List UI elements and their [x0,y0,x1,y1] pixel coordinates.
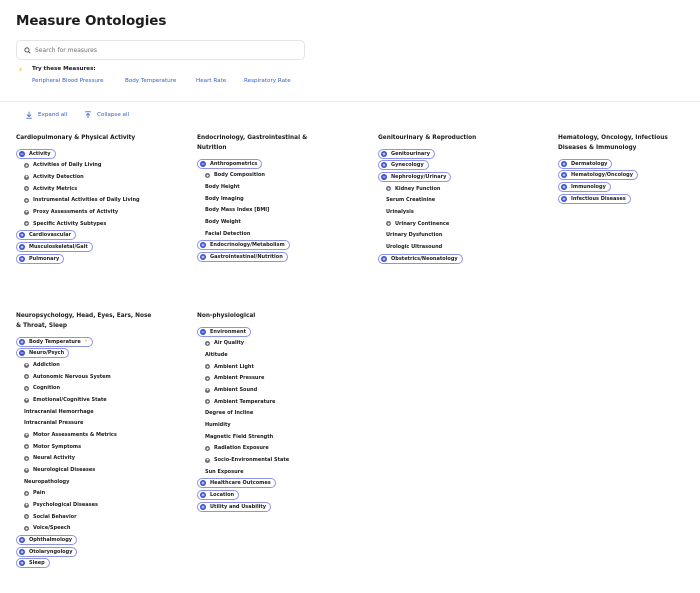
item-label: Ambient Pressure [214,375,265,382]
item-label: Instrumental Activities of Daily Living [33,197,140,204]
collapse-icon [200,329,206,335]
ontology-leaf-humidity[interactable] [197,419,337,431]
ontology-leaf-body-mass-index-bmi[interactable] [197,205,337,217]
item-label: Ambient Temperature [214,398,276,405]
expand-icon [19,244,25,250]
ontology-group-musculoskeletal-gait[interactable] [16,242,93,252]
category-hematology [558,133,698,205]
ontology-item-pain[interactable] [16,488,156,500]
leaf-label: Body Imaging [205,195,244,202]
ontology-group-otolaryngology[interactable] [16,547,77,557]
ontology-item-instrumental-activities-of-daily-living[interactable] [16,195,156,207]
ontology-leaf-serum-creatinine[interactable] [378,195,518,207]
expand-icon [205,173,210,178]
item-label: Motor Assessments & Metrics [33,432,117,439]
ontology-item-proxy-assessments-of-activity[interactable] [16,206,156,218]
ontology-leaf-body-height[interactable] [197,181,337,193]
group-label: Ophthalmology [29,536,73,543]
leaf-label: Urinary Dysfunction [386,232,443,239]
ontology-item-voice-speech[interactable] [16,523,156,535]
leaf-label: Serum Creatinine [386,197,436,204]
ontology-group-location[interactable] [197,490,239,500]
item-label: Neurological Diseases [33,467,96,474]
ontology-leaf-urologic-ultrasound[interactable] [378,241,518,253]
expand-icon [205,388,210,393]
lightning-icon: ⚡ [18,66,23,74]
item-label: Pain [33,490,46,497]
expand-icon [19,549,25,555]
group-label: Endocrinology/Metabolism [210,242,285,249]
page-title: Measure Ontologies [16,13,167,29]
expand-icon [205,399,210,404]
group-label: Hematology/Oncology [571,172,633,179]
expand-all-icon [25,111,33,119]
expand-icon [205,341,210,346]
item-label: Emotional/Cognitive State [33,397,107,404]
ontology-group-healthcare-outcomes[interactable] [197,478,276,488]
ontology-leaf-urinary-dysfunction[interactable] [378,230,518,242]
leaf-label: Altitude [205,352,228,359]
category-title: Non-physiological [197,313,256,319]
ontology-item-social-behavior[interactable] [16,511,156,523]
category-title: Cardiopulmonary & Physical Activity [16,135,136,141]
expand-icon [24,221,29,226]
ontology-item-activity-metrics[interactable] [16,183,156,195]
group-label: Obstetrics/Neonatology [391,255,458,262]
expand-icon [19,339,25,345]
category-title: Genitourinary & Reproduction [378,135,477,141]
collapse-icon [19,350,25,356]
item-label: Urinary Continence [395,220,450,227]
category-cardiopulmonary [16,133,156,265]
ontology-leaf-altitude[interactable] [197,349,337,361]
search-icon [24,47,31,54]
group-label: Gynecology [391,162,424,169]
ontology-item-air-quality[interactable] [197,338,337,350]
ontology-item-activity-detection[interactable] [16,171,156,183]
expand-icon [200,254,206,260]
item-label: Voice/Speech [33,525,71,532]
category-title: Neuropsychology, Head, Eyes, Ears, Nose & Throat, Sleep [16,313,152,329]
ontology-group-endocrinology-metabolism[interactable] [197,240,290,250]
category-endocrinology [197,133,337,263]
ontology-group-obstetrics-neonatology[interactable] [378,254,463,264]
expand-icon [386,186,391,191]
expand-icon [381,151,387,157]
group-label: Pulmonary [29,255,60,262]
ontology-group-infectious-diseases[interactable] [558,194,631,204]
ontology-group-gynecology[interactable] [378,160,429,170]
ontology-leaf-sun-exposure[interactable] [197,466,337,478]
ontology-leaf-magnetic-field-strength[interactable] [197,431,337,443]
expand-icon [24,514,29,519]
expand-icon [561,184,567,190]
ontology-leaf-body-imaging[interactable] [197,193,337,205]
search-input[interactable] [35,47,295,54]
item-label: Radiation Exposure [214,445,269,452]
category-title: Hematology, Oncology, Infectious Diseases & Immunology [558,135,668,151]
item-label: Socio-Environmental State [214,457,290,464]
ontology-item-cognition[interactable] [16,383,156,395]
expand-icon [381,256,387,262]
expand-all-button[interactable] [25,111,67,119]
group-label: Healthcare Outcomes [210,480,271,487]
ontology-item-ambient-pressure[interactable] [197,373,337,385]
group-label: Dermatology [571,160,608,167]
item-label: Social Behavior [33,513,77,520]
ontology-leaf-urinalysis[interactable] [378,206,518,218]
expand-icon [19,256,25,262]
ontology-item-socio-environmental-state[interactable] [197,454,337,466]
try-link-heart-rate[interactable]: Heart Rate [196,78,227,84]
ontology-item-ambient-temperature[interactable] [197,396,337,408]
leaf-label: Humidity [205,422,231,429]
group-label: Genitourinary [391,150,430,157]
expand-icon [24,444,29,449]
header-divider [0,101,700,102]
expand-icon [205,376,210,381]
leaf-label: Intracranial Hemorrhage [24,408,94,415]
collapse-all-button[interactable] [84,111,129,119]
leaf-label: Body Height [205,184,240,191]
item-label: Kidney Function [395,185,441,192]
ontology-item-motor-symptoms[interactable] [16,441,156,453]
ontology-leaf-intracranial-pressure[interactable] [16,418,156,430]
expand-icon [24,398,29,403]
item-label: Psychological Diseases [33,502,98,509]
expand-icon [24,456,29,461]
ontology-group-anthropometrics[interactable] [197,159,262,169]
expand-icon [200,480,206,486]
group-label: Anthropometrics [210,160,258,167]
expand-icon [19,232,25,238]
expand-icon [24,186,29,191]
ontology-group-sleep[interactable] [16,558,50,568]
expand-icon [386,221,391,226]
ontology-leaf-facial-detection[interactable] [197,228,337,240]
ontology-item-ambient-sound[interactable] [197,384,337,396]
ontology-leaf-body-weight[interactable] [197,216,337,228]
ontology-group-dermatology[interactable] [558,159,612,169]
item-label: Cognition [33,385,61,392]
item-label: Activities of Daily Living [33,162,102,169]
expand-icon [561,161,567,167]
expand-icon [561,196,567,202]
item-label: Neural Activity [33,455,75,462]
group-label: Cardiovascular [29,232,71,239]
leaf-label: Body Weight [205,219,241,226]
ontology-group-cardiovascular[interactable] [16,230,76,240]
item-label: Ambient Sound [214,387,258,394]
ontology-item-motor-assessments-metrics[interactable] [16,429,156,441]
expand-icon [19,537,25,543]
category-genitourinary [378,133,518,265]
expand-icon [24,503,29,508]
ontology-group-ophthalmology[interactable] [16,535,77,545]
ontology-item-radiation-exposure[interactable] [197,443,337,455]
ontology-leaf-degree-of-incline[interactable] [197,408,337,420]
expand-icon [24,163,29,168]
item-label: Specific Activity Subtypes [33,220,107,227]
ontology-item-neurological-diseases[interactable] [16,464,156,476]
ontology-item-kidney-function[interactable] [378,183,518,195]
expand-icon [24,363,29,368]
collapse-icon [200,161,206,167]
leaf-label: Urinalysis [386,209,414,216]
ontology-group-utility-and-usability[interactable] [197,502,271,512]
item-label: Autonomic Nervous System [33,373,111,380]
expand-icon [200,492,206,498]
ontology-item-body-composition[interactable] [197,170,337,182]
expand-icon [24,210,29,215]
group-label: Musculoskeletal/Gait [29,244,88,251]
ontology-group-neuro-psych[interactable] [16,348,69,358]
ontology-item-ambient-light[interactable] [197,361,337,373]
leaf-label: Sun Exposure [205,468,244,475]
group-label: Location [210,492,235,499]
ontology-leaf-intracranial-hemorrhage[interactable] [16,406,156,418]
try-measures-label: Try these Measures: [32,66,96,72]
leaf-label: Magnetic Field Strength [205,433,274,440]
expand-all-label: Expand all [38,112,68,118]
ontology-group-genitourinary[interactable] [378,149,435,159]
ontology-item-autonomic-nervous-system[interactable] [16,371,156,383]
expand-icon [24,198,29,203]
category-title: Endocrinology, Gastrointestinal & Nutrition [197,135,308,151]
collapse-all-label: Collapse all [97,112,130,118]
ontology-leaf-neuropathology[interactable] [16,476,156,488]
ontology-group-pulmonary[interactable] [16,254,64,264]
expand-icon [381,162,387,168]
expand-icon [561,172,567,178]
ontology-group-body-temperature[interactable] [16,337,93,347]
ontology-group-gastrointestinal-nutrition[interactable] [197,252,288,262]
expand-icon [19,560,25,566]
leaf-label: Neuropathology [24,478,70,485]
group-label: Immunology [571,184,606,191]
ontology-item-psychological-diseases[interactable] [16,499,156,511]
leaf-label: Intracranial Pressure [24,420,84,427]
expand-icon [205,446,210,451]
ontology-group-nephrology-urinary[interactable] [378,172,451,182]
item-label: Addiction [33,362,60,369]
group-label: Environment [210,328,246,335]
leaf-label: Facial Detection [205,230,251,237]
expand-icon [24,433,29,438]
category-non-physiological [197,311,337,513]
expand-icon [205,458,210,463]
category-neuropsychology [16,311,156,569]
ontology-item-neural-activity[interactable] [16,453,156,465]
item-label: Motor Symptoms [33,443,82,450]
ontology-item-activities-of-daily-living[interactable] [16,160,156,172]
try-link-respiratory-rate[interactable]: Respiratory Rate [244,78,291,84]
item-label: Proxy Assessments of Activity [33,209,119,216]
group-label: Sleep [29,560,45,567]
item-label: Ambient Light [214,363,254,370]
search-box[interactable] [16,40,305,60]
expand-icon [200,242,206,248]
group-label: Gastrointestinal/Nutrition [210,254,283,261]
leaf-label: Body Mass Index [BMI] [205,207,270,214]
item-label: Activity Detection [33,174,84,181]
ontology-group-hematology-oncology[interactable] [558,170,638,180]
expand-icon [24,491,29,496]
expand-icon [24,526,29,531]
item-label: Activity Metrics [33,185,78,192]
collapse-icon [19,151,25,157]
expand-icon [24,374,29,379]
try-link-body-temperature[interactable]: Body Temperature [125,78,177,84]
ontology-item-urinary-continence[interactable] [378,218,518,230]
expand-icon [205,364,210,369]
group-label: Otolaryngology [29,548,73,555]
expand-icon [24,386,29,391]
ontology-item-addiction[interactable] [16,359,156,371]
ontology-group-activity[interactable] [16,149,56,159]
ontology-item-specific-activity-subtypes[interactable] [16,218,156,230]
collapse-all-icon [84,111,92,119]
item-label: Air Quality [214,340,245,347]
collapse-icon [381,174,387,180]
group-label: Neuro/Psych [29,350,65,357]
expand-icon [24,468,29,473]
ontology-group-immunology[interactable] [558,182,611,192]
group-label: Nephrology/Urinary [391,174,447,181]
group-label: Body Temperature [29,338,81,345]
group-label: Infectious Diseases [571,195,626,202]
expand-icon [24,175,29,180]
ontology-group-environment[interactable] [197,327,251,337]
expand-icon [200,504,206,510]
item-label: Body Composition [214,172,265,179]
group-label: Utility and Usability [210,503,267,510]
try-link-peripheral-blood-pressure[interactable]: Peripheral Blood Pressure [32,78,104,84]
lightning-icon: ⚡ [83,338,89,346]
leaf-label: Urologic Ultrasound [386,244,443,251]
ontology-item-emotional-cognitive-state[interactable] [16,394,156,406]
group-label: Activity [29,150,51,157]
leaf-label: Degree of Incline [205,410,254,417]
